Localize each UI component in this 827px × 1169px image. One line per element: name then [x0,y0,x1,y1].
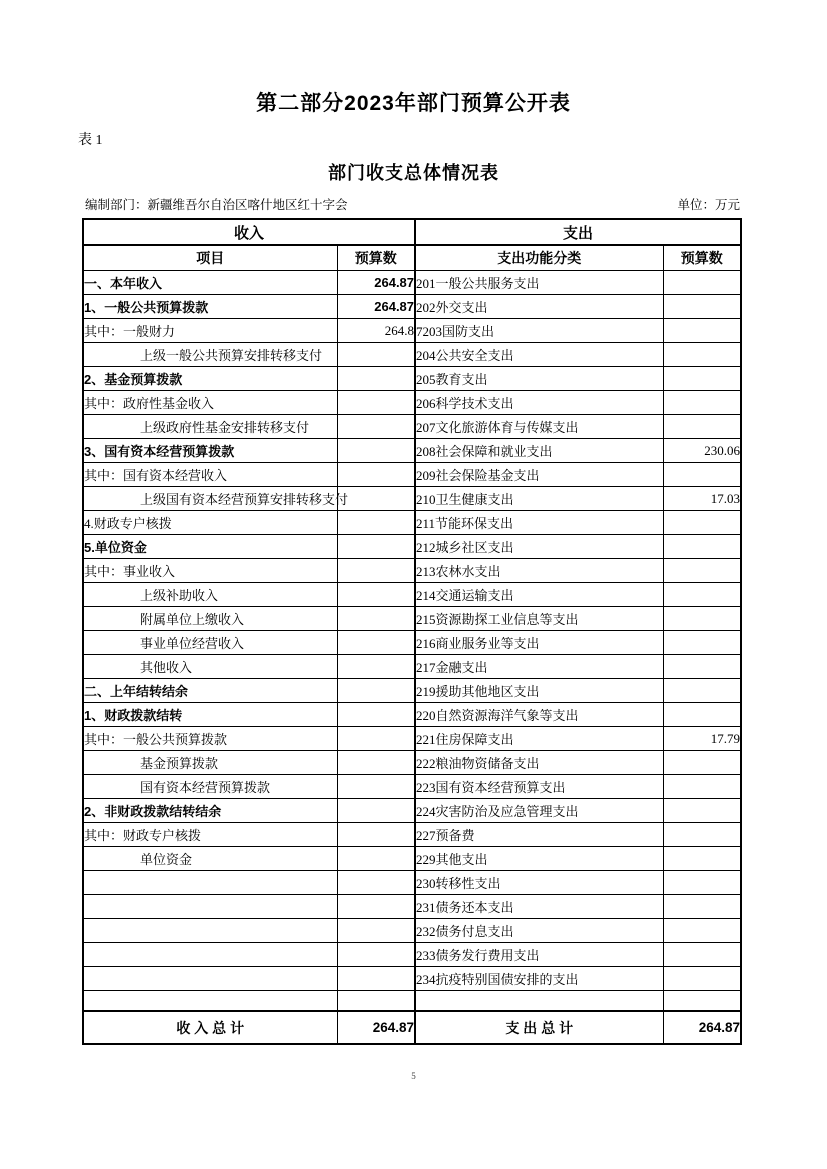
income-budget-cell [337,607,415,631]
income-budget-cell [337,751,415,775]
item-cell: 单位资金 [83,847,337,871]
section-header-row [83,219,741,245]
function-cell: 213农林水支出 [415,559,663,583]
income-budget-cell [337,919,415,943]
item-cell: 3、国有资本经营预算拨款 [83,439,337,463]
budget-table [82,218,742,1045]
expense-budget-cell [663,271,741,295]
function-cell [415,991,663,1012]
table-row [83,631,741,655]
income-budget-cell [337,583,415,607]
income-section-header: 收入 [83,219,415,245]
expense-budget-cell [663,991,741,1012]
function-cell: 202外交支出 [415,295,663,319]
income-budget-cell [337,895,415,919]
table-row [83,799,741,823]
item-cell: 上级国有资本经营预算安排转移支付 [83,487,337,511]
table-row [83,271,741,295]
item-cell: 2、基金预算拨款 [83,367,337,391]
table-row [83,727,741,751]
function-cell: 234抗疫特别国债安排的支出 [415,967,663,991]
col-header-expense-budget: 预算数 [663,245,741,271]
income-budget-cell: 264.87 [337,295,415,319]
col-header-income-budget: 预算数 [337,245,415,271]
function-cell: 233债务发行费用支出 [415,943,663,967]
income-total-value: 264.87 [337,1011,415,1044]
item-cell: 1、财政拨款结转 [83,703,337,727]
expense-budget-cell [663,751,741,775]
table-row [83,583,741,607]
expense-budget-cell [663,823,741,847]
table-row [83,391,741,415]
table-row [83,463,741,487]
income-budget-cell [337,631,415,655]
table-row [83,895,741,919]
function-cell: 222粮油物资储备支出 [415,751,663,775]
expense-budget-cell [663,367,741,391]
item-cell: 其中：事业收入 [83,559,337,583]
table-footer [83,1011,741,1044]
item-cell: 国有资本经营预算拨款 [83,775,337,799]
expense-budget-cell [663,415,741,439]
expense-budget-cell [663,679,741,703]
expense-budget-cell [663,631,741,655]
table-row [83,439,741,463]
function-cell: 211节能环保支出 [415,511,663,535]
table-title: 部门收支总体情况表 [328,163,499,183]
item-cell: 事业单位经营收入 [83,631,337,655]
expense-budget-cell [663,583,741,607]
income-budget-cell [337,703,415,727]
function-cell: 224灾害防治及应急管理支出 [415,799,663,823]
table-row [83,607,741,631]
table-row [83,415,741,439]
function-cell: 227预备费 [415,823,663,847]
expense-budget-cell [663,559,741,583]
income-budget-cell [337,967,415,991]
income-budget-cell [337,511,415,535]
item-cell [83,919,337,943]
item-cell: 1、一般公共预算拨款 [83,295,337,319]
function-cell: 201一般公共服务支出 [415,271,663,295]
function-cell: 208社会保障和就业支出 [415,439,663,463]
income-budget-cell [337,655,415,679]
income-budget-cell [337,727,415,751]
item-cell: 附属单位上缴收入 [83,607,337,631]
income-budget-cell [337,823,415,847]
item-cell: 其中：国有资本经营收入 [83,463,337,487]
table-row [83,319,741,343]
table-row [83,871,741,895]
function-cell: 206科学技术支出 [415,391,663,415]
expense-total-value: 264.87 [663,1011,741,1044]
function-cell: 221住房保障支出 [415,727,663,751]
expense-budget-cell: 230.06 [663,439,741,463]
function-cell: 205教育支出 [415,367,663,391]
item-cell: 上级一般公共预算安排转移支付 [83,343,337,367]
income-total-label: 收 入 总 计 [83,1011,337,1044]
income-budget-cell [337,847,415,871]
expense-budget-cell [663,895,741,919]
table-row [83,559,741,583]
expense-budget-cell [663,319,741,343]
expense-budget-cell [663,943,741,967]
expense-total-label: 支 出 总 计 [415,1011,663,1044]
income-budget-cell [337,559,415,583]
col-header-item: 项目 [83,245,337,271]
item-cell: 其他收入 [83,655,337,679]
function-cell: 231债务还本支出 [415,895,663,919]
expense-budget-cell [663,343,741,367]
income-budget-cell [337,367,415,391]
item-cell: 4.财政专户核拨 [83,511,337,535]
expense-budget-cell [663,847,741,871]
item-cell: 上级补助收入 [83,583,337,607]
income-budget-cell [337,439,415,463]
expense-budget-cell [663,703,741,727]
expense-budget-cell [663,535,741,559]
page-number: 5 [411,1071,416,1081]
expense-budget-cell [663,967,741,991]
function-cell: 220自然资源海洋气象等支出 [415,703,663,727]
item-cell: 二、上年结转结余 [83,679,337,703]
income-budget-cell [337,871,415,895]
item-cell: 2、非财政拨款结转结余 [83,799,337,823]
income-budget-cell [337,415,415,439]
item-cell [83,991,337,1012]
function-cell: 212城乡社区支出 [415,535,663,559]
unit-label: 单位：万元 [677,198,740,212]
expense-budget-cell [663,871,741,895]
item-cell: 其中：一般公共预算拨款 [83,727,337,751]
expense-budget-cell [663,919,741,943]
expense-budget-cell [663,607,741,631]
expense-budget-cell [663,799,741,823]
income-budget-cell [337,463,415,487]
col-header-function: 支出功能分类 [415,245,663,271]
function-cell: 214交通运输支出 [415,583,663,607]
table-row [83,295,741,319]
expense-budget-cell [663,775,741,799]
total-row [83,1011,741,1044]
table-row [83,679,741,703]
table-row [83,967,741,991]
table-body [83,271,741,1012]
expense-budget-cell: 17.03 [663,487,741,511]
table-row [83,703,741,727]
expense-budget-cell [663,463,741,487]
function-cell: 232债务付息支出 [415,919,663,943]
item-cell [83,967,337,991]
income-budget-cell: 264.87 [337,271,415,295]
item-cell: 上级政府性基金安排转移支付 [83,415,337,439]
table-row [83,943,741,967]
table-row [83,919,741,943]
table-number-label: 表 1 [78,133,103,148]
table-row [83,823,741,847]
expense-budget-cell [663,655,741,679]
income-budget-cell [337,775,415,799]
function-cell: 230转移性支出 [415,871,663,895]
income-budget-cell: 264.8 [337,319,415,343]
column-header-row [83,245,741,271]
income-budget-cell [337,799,415,823]
item-cell: 基金预算拨款 [83,751,337,775]
expense-budget-cell [663,511,741,535]
income-budget-cell [337,391,415,415]
income-budget-cell [337,991,415,1012]
expense-budget-cell [663,295,741,319]
table-row [83,487,741,511]
function-cell: 229其他支出 [415,847,663,871]
income-budget-cell [337,943,415,967]
function-cell: 219援助其他地区支出 [415,679,663,703]
page-title: 第二部分2023年部门预算公开表 [256,92,571,115]
table-row [83,367,741,391]
function-cell: 210卫生健康支出 [415,487,663,511]
table-row [83,655,741,679]
item-cell: 其中：政府性基金收入 [83,391,337,415]
income-budget-cell [337,343,415,367]
income-budget-cell [337,535,415,559]
item-cell: 一、本年收入 [83,271,337,295]
table-row [83,343,741,367]
function-cell: 215资源勘探工业信息等支出 [415,607,663,631]
function-cell: 223国有资本经营预算支出 [415,775,663,799]
table-row [83,847,741,871]
item-cell: 其中：一般财力 [83,319,337,343]
function-cell: 217金融支出 [415,655,663,679]
table-row [83,511,741,535]
item-cell [83,895,337,919]
item-cell: 其中：财政专户核拨 [83,823,337,847]
table-row [83,535,741,559]
prepared-by-label: 编制部门：新疆维吾尔自治区喀什地区红十字会 [85,198,348,212]
table-header [83,219,741,271]
function-cell: 204公共安全支出 [415,343,663,367]
table-row [83,751,741,775]
expense-budget-cell: 17.79 [663,727,741,751]
table-row [83,991,741,1012]
expense-budget-cell [663,391,741,415]
function-cell: 7203国防支出 [415,319,663,343]
income-budget-cell [337,679,415,703]
item-cell: 5.单位资金 [83,535,337,559]
income-budget-cell [337,487,415,511]
function-cell: 207文化旅游体育与传媒支出 [415,415,663,439]
item-cell [83,871,337,895]
function-cell: 209社会保险基金支出 [415,463,663,487]
expense-section-header: 支出 [415,219,741,245]
item-cell [83,943,337,967]
meta-row [85,197,740,213]
table-row [83,775,741,799]
function-cell: 216商业服务业等支出 [415,631,663,655]
